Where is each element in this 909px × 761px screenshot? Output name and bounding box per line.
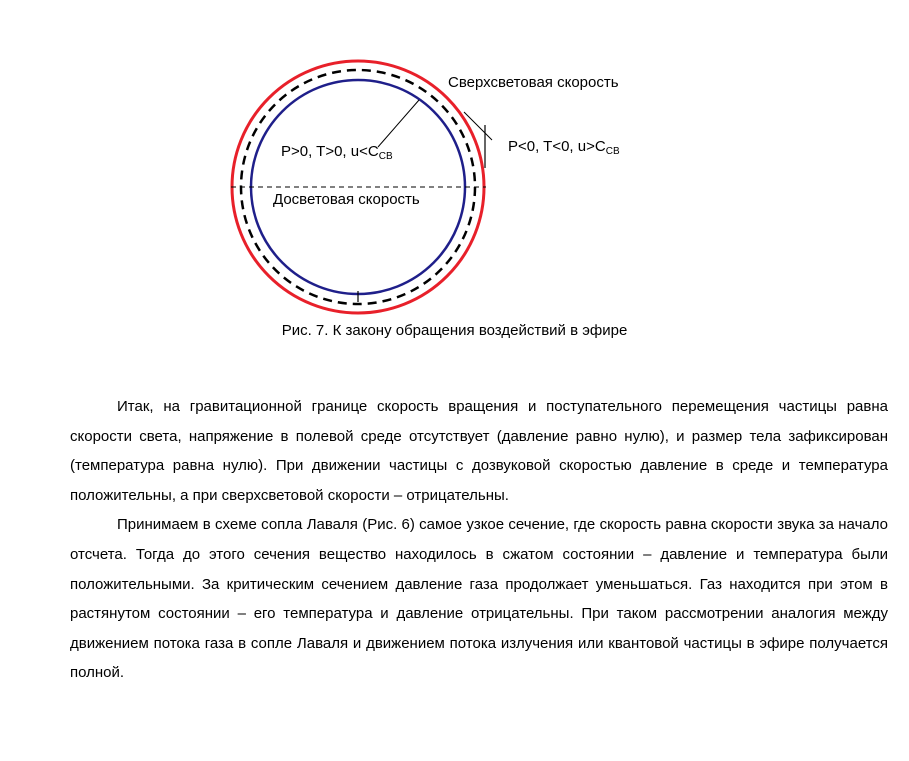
leader-line-superluminal (378, 100, 419, 147)
label-superluminal: Сверхсветовая скорость (448, 74, 619, 91)
circle-diagram (0, 0, 909, 360)
label-inner-conditions: P>0, T>0, $u<C_{СВ}$ (281, 143, 393, 162)
paragraph: Итак, на гравитационной границе скорость вращения и поступательного перемещения частицы равна скорости света, напряжение в полевой среде отсутствует (давление равно нулю), и размер тела зафиксирован (температура равна нулю). При движении частицы с дозвуковой скоростью давление в среде и температура положительны, а при сверхсветовой скорости – отрицательны. (70, 398, 888, 504)
figure-caption: Рис. 7. К закону обращения воздействий в эфире (281, 322, 628, 339)
body-text (70, 392, 888, 688)
figure (0, 0, 909, 360)
label-subluminal: Досветовая скорость (273, 191, 420, 208)
label-outer-conditions: P<0, T<0, $u>C_{СВ}$ (508, 138, 620, 157)
paragraph: Принимаем в схеме сопла Лаваля (Рис. 6) самое узкое сечение, где скорость равна скорости звука за начало отсчета. Тогда до этого сечения вещество находилось в сжатом состоянии – давление и температура были положительными. За критическим сечением давление газа продолжает уменьшаться. Газ находится при этом в растянутом состоянии – его температура и давление отрицательны. При таком рассмотрении аналогия между движением потока газа в сопле Лаваля и движением потока излучения или квантовой частицы в эфире получается полной. (70, 516, 888, 682)
